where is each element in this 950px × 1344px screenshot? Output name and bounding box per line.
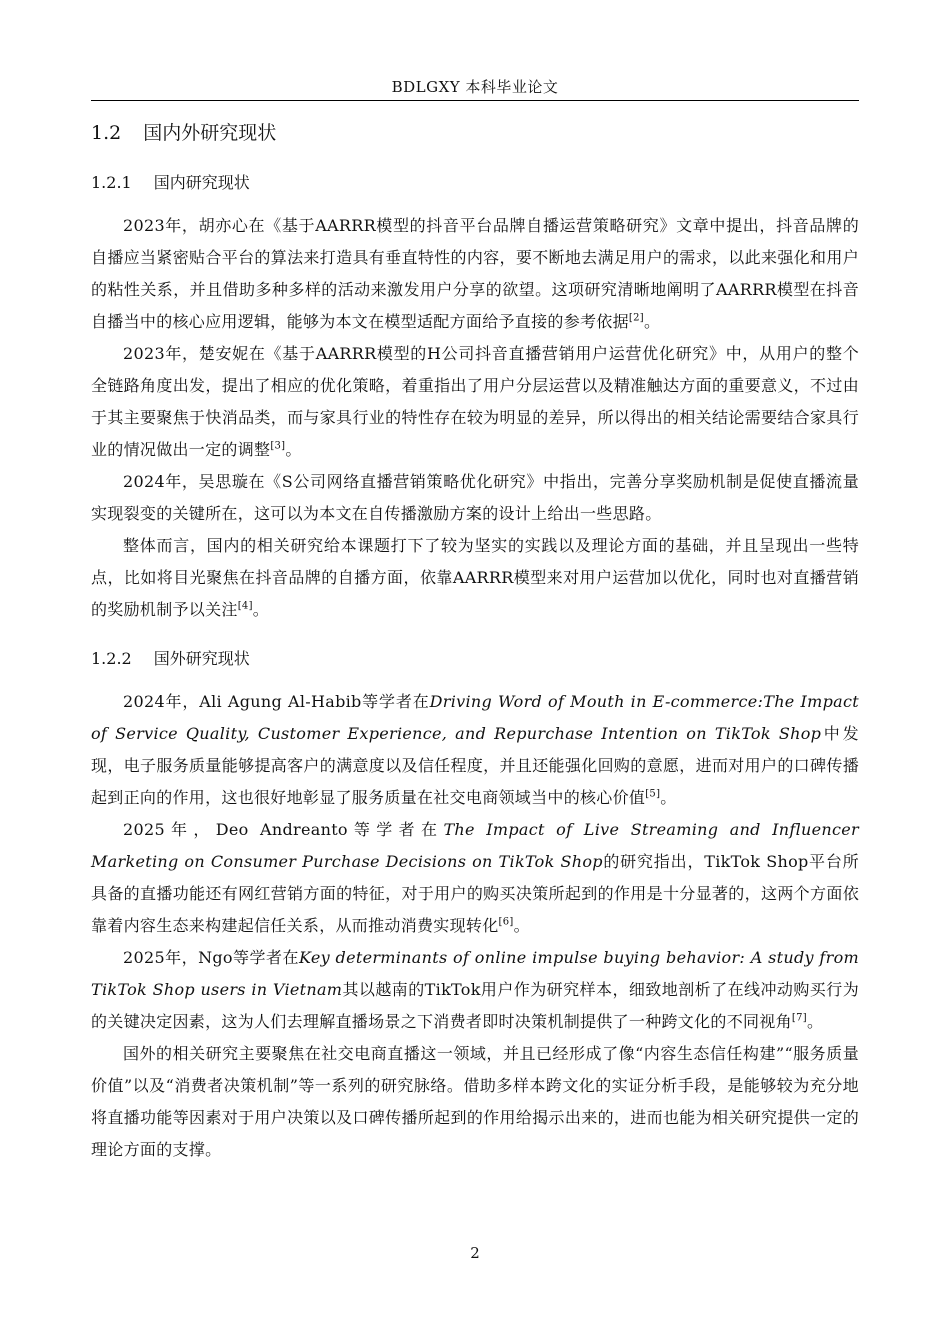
- citation: [4]: [237, 600, 253, 612]
- paragraph: 整体而言，国内的相关研究给本课题打下了较为坚实的实践以及理论方面的基础，并且呈现出一些特点，比如将目光聚焦在抖音品牌的自播方面，依靠AARRR模型来对用户运营加以优化，同时也对直播营销的奖励机制予以关注[4]。: [91, 536, 859, 619]
- paragraph: 2025年，Ngo等学者在Key determinants of online impulse buying behavior: A study from TikTok Shop users in Vietnam其以越南的TikTok用户作为研究样本，细致地剖析了在线冲动购买行为的关键决定因素，这为人们去理解直播场景之下消费者即时决策机制提供了一种跨文化的不同视角[7]。: [91, 948, 860, 1031]
- paragraph: 2023年，楚安妮在《基于AARRR模型的H公司抖音直播营销用户运营优化研究》中，从用户的整个全链路角度出发，提出了相应的优化策略，着重指出了用户分层运营以及精准触达方面的重要意义，不过由于其主要聚焦于快消品类，而与家具行业的特性存在较为明显的差异，所以得出的相关结论需要结合家具行业的情况做出一定的调整[3]。: [91, 344, 859, 459]
- paragraph: 国外的相关研究主要聚焦在社交电商直播这一领域，并且已经形成了像“内容生态信任构建”“服务质量价值”以及“消费者决策机制”等一系列的研究脉络。借助多样本跨文化的实证分析手段，是能够较为充分地将直播功能等因素对于用户决策以及口碑传播所起到的作用给揭示出来的，进而也能为相关研究提供一定的理论方面的支撑。: [91, 1044, 859, 1159]
- subsection-heading-foreign: [91, 646, 859, 672]
- page-content: [91, 112, 859, 1166]
- citation: [7]: [791, 1012, 807, 1024]
- page-number: 2: [470, 1244, 480, 1262]
- subsection-number: 1.2.2: [91, 649, 132, 668]
- cited-title: Driving Word of Mouth in E-commerce:The Impact of Service Quality, Customer Experience, and Repurchase Intention on TikTok Shop: [91, 692, 859, 743]
- citation: [5]: [645, 788, 661, 800]
- header-rule: [91, 100, 859, 101]
- paragraph: 2024年，吴思璇在《S公司网络直播营销策略优化研究》中指出，完善分享奖励机制是促使直播流量实现裂变的关键所在，这可以为本文在自传播激励方案的设计上给出一些思路。: [91, 472, 859, 523]
- subsection-title: 国内研究现状: [153, 173, 250, 192]
- citation: [2]: [628, 312, 644, 324]
- section-title: 国内外研究现状: [143, 122, 277, 144]
- cited-title: The Impact of Live Streaming and Influencer Marketing on Consumer Purchase Decisions on TikTok Shop: [91, 820, 859, 871]
- section-number: 1.2: [91, 122, 122, 144]
- section-heading: [91, 118, 859, 148]
- subsection-title: 国外研究现状: [153, 649, 250, 668]
- citation: [6]: [498, 916, 514, 928]
- paragraph: 2025年，Deo Andreanto等学者在The Impact of Live Streaming and Influencer Marketing on Consumer Purchase Decisions on TikTok Shop的研究指出，TikTok Shop平台所具备的直播功能还有网红营销方面的特征，对于用户的购买决策所起到的作用是十分显著的，这两个方面依靠着内容生态来构建起信任关系，从而推动消费实现转化[6]。: [91, 820, 859, 935]
- page-header: BDLGXY 本科毕业论文: [391, 78, 559, 96]
- paragraph: 2024年，Ali Agung Al-Habib等学者在Driving Word of Mouth in E-commerce:The Impact of Service Quality, Customer Experience, and Repurchase Intention on TikTok Shop中发现，电子服务质量能够提高客户的满意度以及信任程度，并且还能强化回购的意愿，进而对用户的口碑传播起到正向的作用，这也很好地彰显了服务质量在社交电商领域当中的核心价值[5]。: [91, 692, 859, 807]
- subsection-heading-domestic: [91, 170, 859, 196]
- paragraph: 2023年，胡亦心在《基于AARRR模型的抖音平台品牌自播运营策略研究》文章中提出，抖音品牌的自播应当紧密贴合平台的算法来打造具有垂直特性的内容，要不断地去满足用户的需求，以此来强化和用户的粘性关系，并且借助多种多样的活动来激发用户分享的欲望。这项研究清晰地阐明了AARRR模型在抖音自播当中的核心应用逻辑，能够为本文在模型适配方面给予直接的参考依据[2]。: [91, 216, 859, 331]
- cited-title: Key determinants of online impulse buying behavior: A study from TikTok Shop users in Vietnam: [91, 948, 860, 999]
- subsection-number: 1.2.1: [91, 173, 132, 192]
- citation: [3]: [270, 440, 286, 452]
